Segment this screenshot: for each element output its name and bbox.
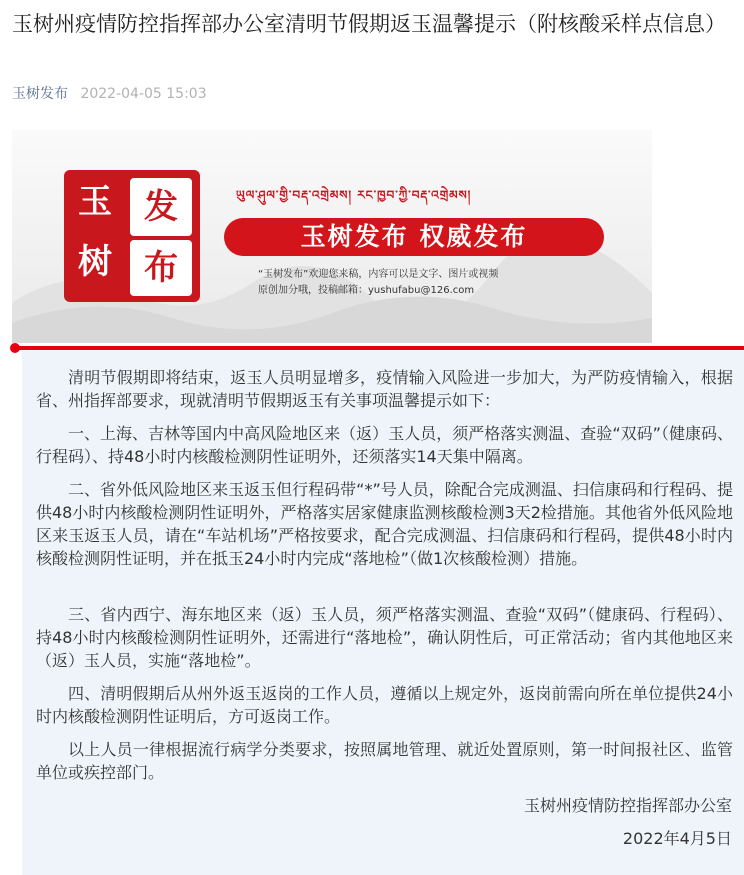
seal-char: 布	[130, 240, 192, 296]
yushu-seal-logo	[64, 170, 200, 302]
account-name-link[interactable]: 玉树发布	[12, 86, 68, 102]
intro-paragraph: 清明节假期即将结束，返玉人员明显增多，疫情输入风险进一步加大，为严防疫情输入，根据省、州指挥部要求，现就清明节假期返玉有关事项温馨提示如下：	[36, 368, 733, 410]
header-banner-image	[12, 130, 652, 343]
signature-date: 2022年4月5日	[622, 829, 732, 848]
article-meta	[12, 84, 207, 104]
notice-item-4: 四、清明假期后从州外返玉返岗的工作人员，遵循以上规定外，返岗前需向所在单位提供24小时内核酸检测阴性证明后，方可返岗工作。	[36, 684, 733, 726]
banner-tibetan-text: ཡུལ་ཤུལ་གྱི་བརྡ་འགྲེམས། རང་ཁྱབ་ཀྱི་བརྡ་འགྲེམས།	[236, 188, 472, 202]
red-divider-dot	[10, 343, 20, 353]
banner-slogan: 玉树发布 权威发布	[224, 218, 604, 256]
banner-email-note: 原创加分哦，投稿邮箱：yushufabu@126.com	[258, 285, 475, 296]
seal-char: 树	[78, 242, 112, 282]
notice-item-1: 一、上海、吉林等国内中高风险地区来（返）玉人员，须严格落实测温、查验“双码”（健康码、行程码）、持48小时内核酸检测阴性证明外，还须落实14天集中隔离。	[36, 424, 733, 466]
article-title: 玉树州疫情防控指挥部办公室清明节假期返玉温馨提示（附核酸采样点信息）	[12, 12, 726, 36]
seal-char: 玉	[78, 182, 112, 222]
notice-item-2: 二、省外低风险地区来玉返玉但行程码带“*”号人员，除配合完成测温、扫信康码和行程码、提供48小时内核酸检测阴性证明外，严格落实居家健康监测核酸检测3天2检措施。其他省外低风险地区来玉返玉人员，请在“车站机场”严格按要求，配合完成测温、扫信康码和行程码，提供48小时内核酸检测阴性证明，并在抵玉24小时内完成“落地检”（做1次核酸检测）措施。	[36, 480, 733, 568]
closing-paragraph: 以上人员一律根据流行病学分类要求，按照属地管理、就近处置原则，第一时间报社区、监管单位或疾控部门。	[36, 740, 733, 782]
seal-char: 发	[130, 178, 192, 236]
signature-org: 玉树州疫情防控指挥部办公室	[523, 796, 732, 815]
publish-time: 2022-04-05 15:03	[80, 86, 207, 102]
red-divider	[14, 346, 744, 350]
banner-note: “玉树发布”欢迎您来稿，内容可以是文字、图片或视频	[258, 269, 499, 280]
notice-item-3: 三、省内西宁、海东地区来（返）玉人员，须严格落实测温、查验“双码”（健康码、行程码）、持48小时内核酸检测阴性证明外，还需进行“落地检”，确认阴性后，可正常活动；省内其他地区来（返）玉人员，实施“落地检”。	[36, 605, 733, 670]
